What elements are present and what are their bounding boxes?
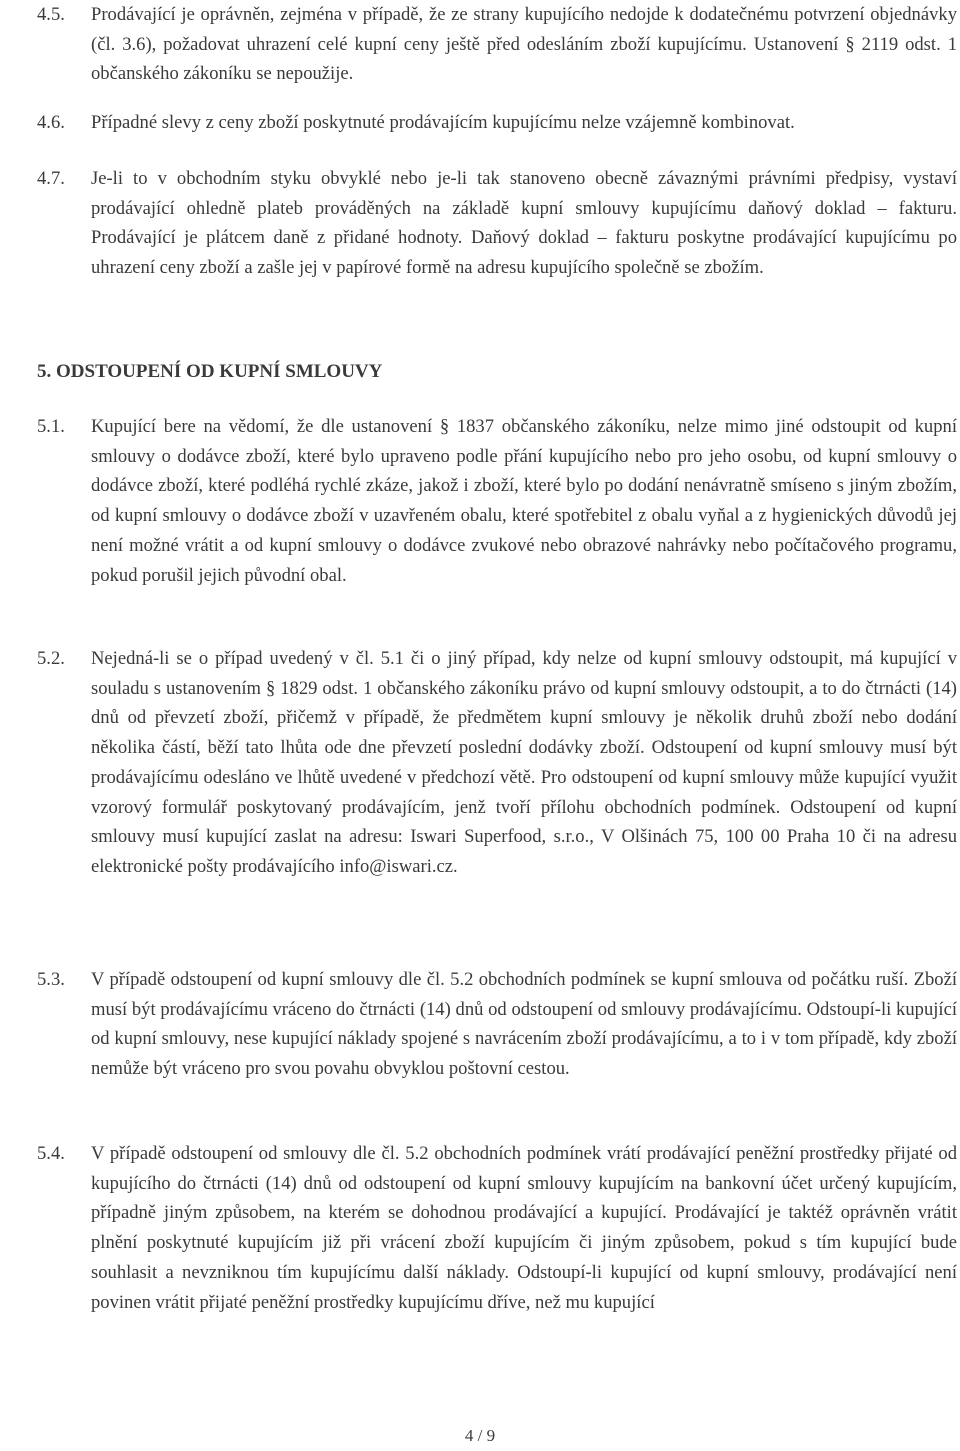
paragraph-number: 5.1. (37, 416, 65, 437)
page-number: 4 / 9 (464, 1426, 496, 1445)
paragraph-text: V případě odstoupení od smlouvy dle čl. 5.2 obchodních podmínek vrátí prodávající peněžní prostředky přijaté od kupujícího do čtrnácti (14) dnů od odstoupení od kupní smlouvy kupujícím na bankovní účet určený kupujícím, případně jiným způsobem, na kterém se dohodnou prodávající a kupující. Prodávající je taktéž oprávněn vrátit plnění poskytnuté kupujícím již při vrácení zboží kupujícím či jiným způsobem, pokud s tím kupující bude souhlasit a nevzniknou tím kupujícímu další náklady. Odstoupí-li kupující od kupní smlouvy, prodávající není povinen vrátit přijaté peněžní prostředky kupujícímu dříve, než mu kupující (91, 1143, 957, 1313)
paragraph-number: 5.2. (37, 648, 65, 669)
paragraph-5-2 (37, 644, 957, 882)
paragraph-text: Případné slevy z ceny zboží poskytnuté prodávajícím kupujícímu nelze vzájemně kombinovat. (91, 112, 795, 133)
paragraph-5-1 (37, 412, 957, 590)
paragraph-number: 5.3. (37, 969, 65, 990)
paragraph-4-7 (37, 164, 957, 283)
paragraph-number: 4.7. (37, 168, 65, 189)
paragraph-number: 4.6. (37, 112, 65, 133)
paragraph-text: Je-li to v obchodním styku obvyklé nebo je-li tak stanoveno obecně závaznými právními předpisy, vystaví prodávající ohledně plateb prováděných na základě kupní smlouvy kupujícímu daňový doklad – fakturu. Prodávající je plátcem daně z přidané hodnoty. Daňový doklad – fakturu poskytne prodávající kupujícímu po uhrazení ceny zboží a zašle jej v papírové formě na adresu kupujícího společně se zbožím. (91, 168, 957, 279)
paragraph-5-3 (37, 965, 957, 1084)
paragraph-text: Prodávající je oprávněn, zejména v případě, že ze strany kupujícího nedojde k dodatečnému potvrzení objednávky (čl. 3.6), požadovat uhrazení celé kupní ceny ještě před odesláním zboží kupujícímu. Ustanovení § 2119 odst. 1 občanského zákoníku se nepoužije. (91, 4, 957, 85)
section-heading: 5. ODSTOUPENÍ OD KUPNÍ SMLOUVY (37, 361, 383, 382)
paragraph-5-4 (37, 1139, 957, 1317)
paragraph-4-6 (37, 108, 957, 138)
paragraph-number: 4.5. (37, 4, 65, 25)
paragraph-4-5 (37, 0, 957, 89)
paragraph-number: 5.4. (37, 1143, 65, 1164)
paragraph-text: Kupující bere na vědomí, že dle ustanovení § 1837 občanského zákoníku, nelze mimo jiné odstoupit od kupní smlouvy o dodávce zboží, které bylo upraveno podle přání kupujícího nebo pro jeho osobu, od kupní smlouvy o dodávce zboží, které podléhá rychlé zkáze, jakož i zboží, které bylo po dodání nenávratně smíseno s jiným zbožím, od kupní smlouvy o dodávce zboží v uzavřeném obalu, které spotřebitel z obalu vyňal a z hygienických důvodů jej není možné vrátit a od kupní smlouvy o dodávce zvukové nebo obrazové nahrávky nebo počítačového programu, pokud porušil jejich původní obal. (91, 416, 957, 586)
paragraph-text: Nejedná-li se o případ uvedený v čl. 5.1 či o jiný případ, kdy nelze od kupní smlouvy odstoupit, má kupující v souladu s ustanovením § 1829 odst. 1 občanského zákoníku právo od kupní smlouvy odstoupit, a to do čtrnácti (14) dnů od převzetí zboží, přičemž v případě, že předmětem kupní smlouvy je několik druhů zboží nebo dodání několika částí, běží tato lhůta ode dne převzetí poslední dodávky zboží. Odstoupení od kupní smlouvy musí být prodávajícímu odesláno ve lhůtě uvedené v předchozí větě. Pro odstoupení od kupní smlouvy může kupující využit vzorový formulář poskytovaný prodávajícím, jenž tvoří přílohu obchodních podmínek. Odstoupení od kupní smlouvy musí kupující zaslat na adresu: Iswari Superfood, s.r.o., V Olšinách 75, 100 00 Praha 10 či na adresu elektronické pošty prodávajícího info@iswari.cz. (91, 648, 957, 877)
paragraph-text: V případě odstoupení od kupní smlouvy dle čl. 5.2 obchodních podmínek se kupní smlouva od počátku ruší. Zboží musí být prodávajícímu vráceno do čtrnácti (14) dnů od odstoupení od smlouvy prodávajícímu. Odstoupí-li kupující od kupní smlouvy, nese kupující náklady spojené s navrácením zboží prodávajícímu, a to i v tom případě, kdy zboží nemůže být vráceno pro svou povahu obvyklou poštovní cestou. (91, 969, 957, 1080)
